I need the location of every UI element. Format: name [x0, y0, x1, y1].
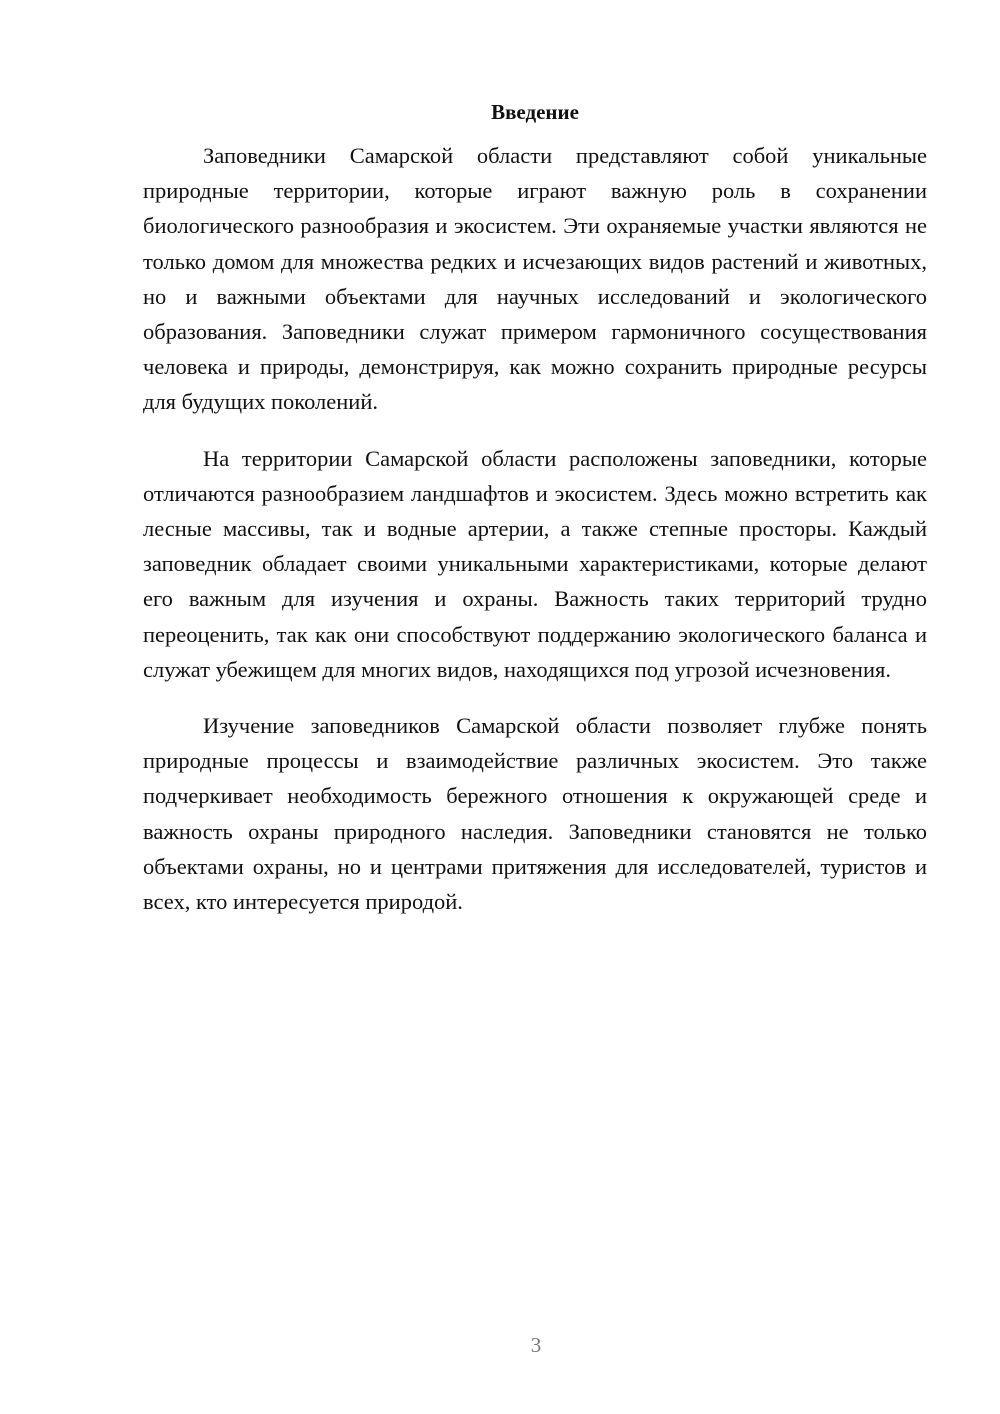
- page-number: 3: [530, 1333, 542, 1357]
- paragraph-3: Изучение заповедников Самарской области позволяет глубже понять природные процессы и взаимодействие различных экосистем. Это также подчеркивает необходимость бережного отношения к окружающей среде и важность охраны природного наследия. Заповедники становятся не только объектами охраны, но и центрами притяжения для исследователей, туристов и всех, кто интересуется природой.: [143, 713, 927, 915]
- document-body: [143, 97, 927, 940]
- paragraph-2: На территории Самарской области расположены заповедники, которые отличаются разнообразием ландшафтов и экосистем. Здесь можно встретить как лесные массивы, так и водные артерии, а также степные просторы. Каждый заповедник обладает своими уникальными характеристиками, которые делают его важным для изучения и охраны. Важность таких территорий трудно переоценить, так как они способствуют поддержанию экологического баланса и служат убежищем для многих видов, находящихся под угрозой исчезновения.: [143, 445, 927, 682]
- paragraph-1: Заповедники Самарской области представляют собой уникальные природные территории, которые играют важную роль в сохранении биологического разнообразия и экосистем. Эти охраняемые участки являются не только домом для множества редких и исчезающих видов растений и животных, но и важными объектами для научных исследований и экологического образования. Заповедники служат примером гармоничного сосуществования человека и природы, демонстрируя, как можно сохранить природные ресурсы для будущих поколений.: [143, 143, 927, 415]
- page-title: Введение: [491, 100, 579, 124]
